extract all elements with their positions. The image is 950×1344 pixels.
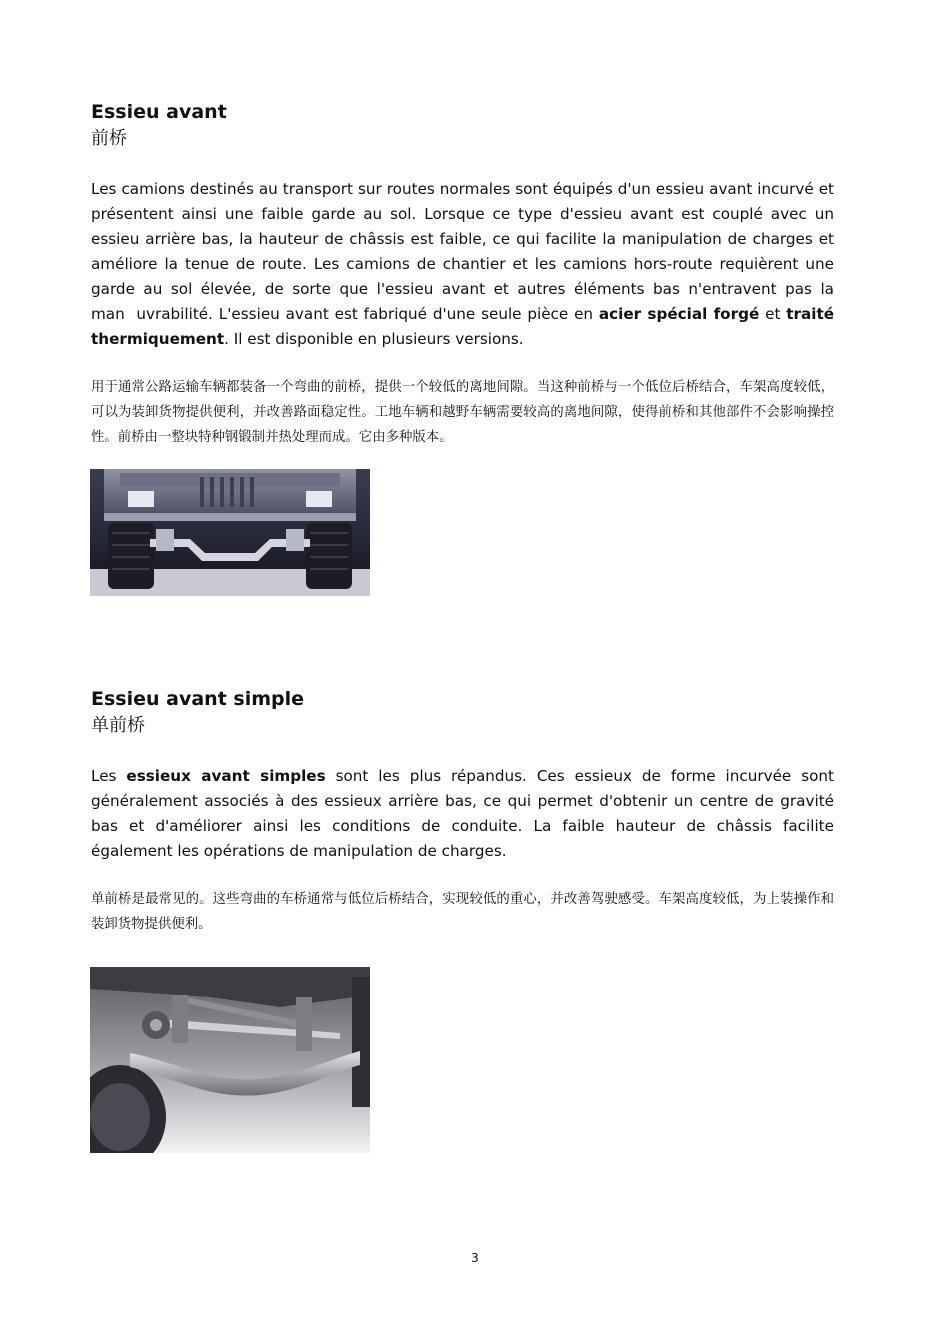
section-heading-front-axle [91, 100, 834, 151]
paragraph-zh [91, 375, 834, 450]
section-heading-single-front-axle [91, 687, 834, 738]
bold-text: essieux avant simples [126, 767, 326, 785]
text-run: . Il est disponible en plusieurs versions. [224, 330, 524, 348]
page-number: 3 [471, 1251, 479, 1265]
paragraph-fr [91, 764, 834, 864]
bold-text: traité thermiquement [91, 305, 834, 348]
text-run: sont les plus répandus. Ces essieux de forme incurvée sont généralement associés à des essieux arrière bas, ce qui permet d'obtenir un centre de gravité bas et d'améliorer ainsi les conditions de conduite. La faible hauteur de châssis facilite également les opérations de manipulation de charges. [91, 767, 834, 860]
paragraph-zh-text: 用于通常公路运输车辆都装备一个弯曲的前桥，提供一个较低的离地间隙。当这种前桥与一个低位后桥结合，车架高度较低，可以为装卸货物提供便利，并改善路面稳定性。工地车辆和越野车辆需要较高的离地间隙，使得前桥和其他部件不会影响操控性。前桥由一整块特种钢锻制并热处理而成。它由多种版本。 [91, 380, 834, 445]
paragraph-fr [91, 177, 834, 352]
text-run: et [759, 305, 787, 323]
text-run: Les camions destinés au transport sur routes normales sont équipés d'un essieu avant incurvé et présentent ainsi une faible garde au sol. Lorsque ce type d'essieu avant est couplé avec un essieu arrière bas, la hauteur de châssis est faible, ce qui facilite la manipulation de charges et améliore la tenue de route. Les camions de chantier et les camions hors-route requièrent une garde au sol élevée, de sorte que l'essieu avant et autres éléments bas n'entravent pas la man uvrabilité. L'essieu avant est fabriqué d'une seule pièce en [91, 180, 834, 323]
paragraph-zh-text: 单前桥是最常见的。这些弯曲的车桥通常与低位后桥结合，实现较低的重心，并改善驾驶感受。车架高度较低，为上装操作和装卸货物提供便利。 [91, 892, 834, 932]
paragraph-zh [91, 887, 834, 937]
section-title-zh: 前桥 [91, 128, 127, 149]
text-run: Les [91, 767, 127, 785]
bold-text: acier spécial forgé [598, 305, 760, 323]
single-front-axle-photo [90, 967, 370, 1153]
section-title: Essieu avant simple [91, 688, 305, 710]
section-title: Essieu avant [91, 101, 227, 123]
truck-front-axle-photo [90, 469, 370, 596]
section-title-zh: 单前桥 [91, 715, 145, 736]
